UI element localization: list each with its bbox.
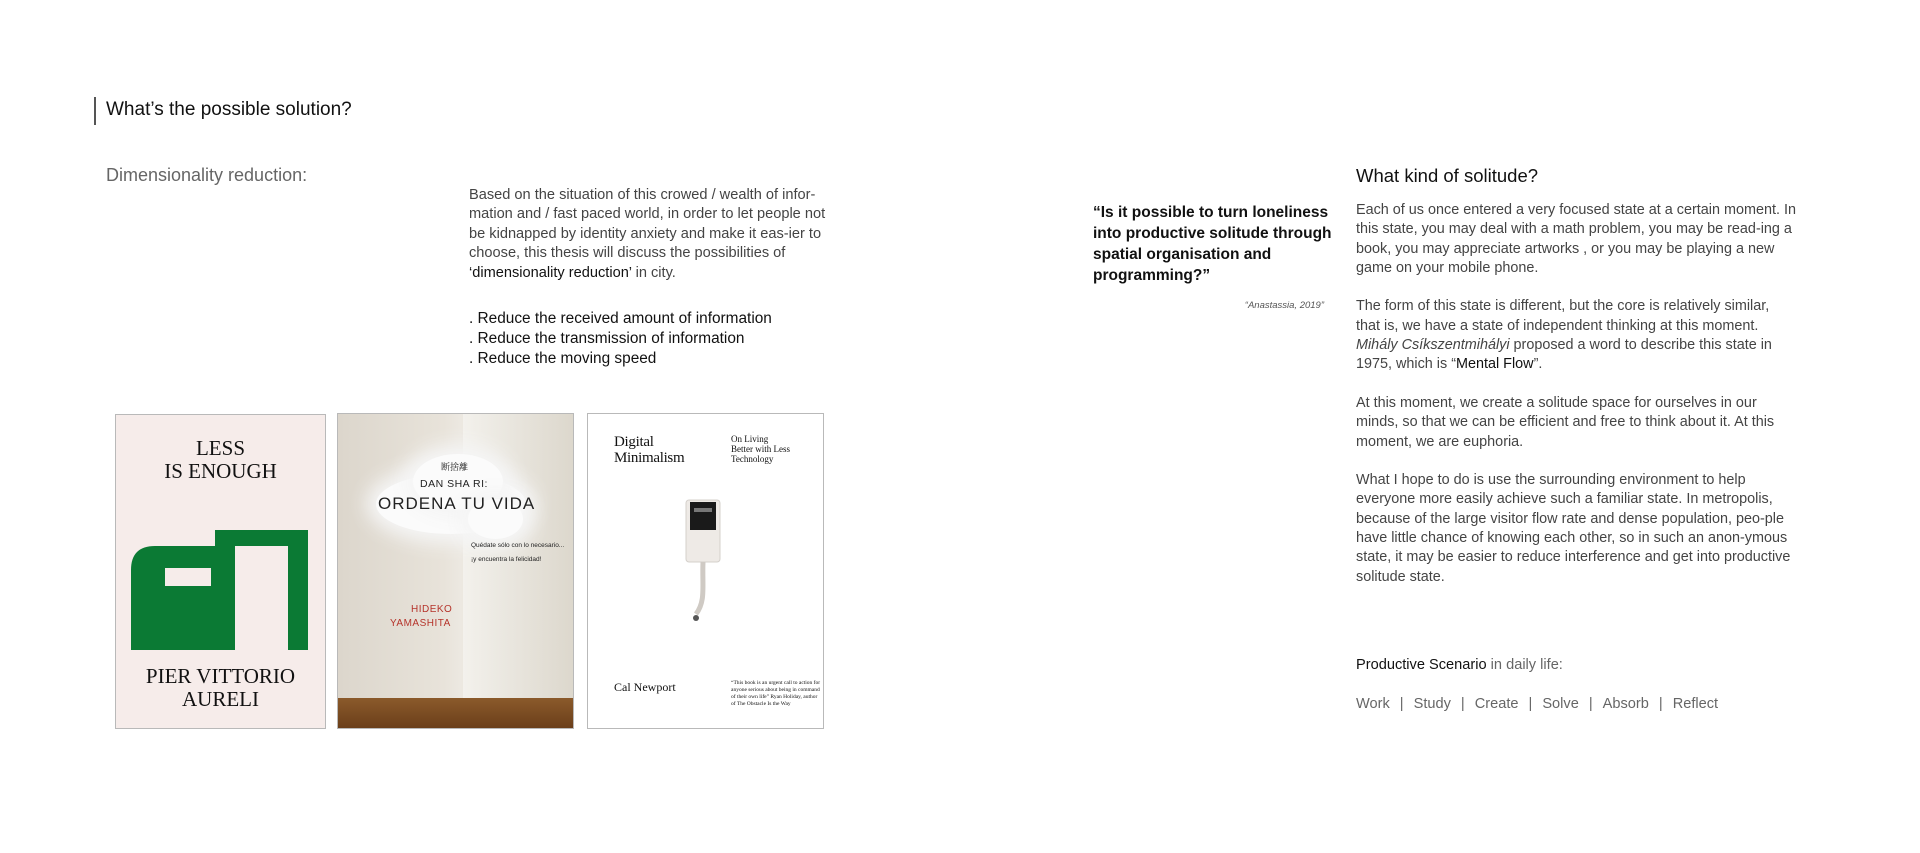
intro-tail: in city. bbox=[635, 264, 676, 281]
paragraph: What I hope to do is use the surrounding environment to help everyone more easily achieve such a familiar state. In metropolis, because of the large visitor flow rate and dense population, peo-ple have little chance of knowing each other, so in such an anon-ymous state, it may be easier to reduce interference and get into productive solitude state. bbox=[1356, 472, 1791, 585]
activity-item: Reflect bbox=[1672, 696, 1719, 712]
scenario-label: Productive Scenario bbox=[1356, 657, 1487, 673]
book-cover-digital-minimalism bbox=[587, 413, 824, 729]
book-blurb-line: of their own life” Ryan Holiday, author bbox=[731, 694, 818, 700]
intro-paragraph bbox=[469, 186, 829, 283]
book-title-line: IS ENOUGH bbox=[164, 459, 277, 483]
separator: | bbox=[1588, 696, 1593, 712]
list-item: . Reduce the transmission of information bbox=[469, 330, 745, 347]
book-kanji: 断捨離 bbox=[441, 462, 469, 472]
solitude-body bbox=[1356, 201, 1796, 606]
book-subtitle-line: On Living bbox=[731, 434, 769, 444]
book-subtitle-line: Better with Less bbox=[731, 444, 790, 454]
activity-item: Create bbox=[1474, 696, 1519, 712]
book-blurb bbox=[731, 680, 820, 708]
list-item: . Reduce the moving speed bbox=[469, 350, 657, 367]
intro-highlight: ‘dimensionality reduction’ bbox=[469, 264, 632, 281]
house-graphic-icon bbox=[131, 530, 308, 650]
book-author-line: HIDEKO bbox=[411, 604, 453, 615]
book-tagline: ¡y encuentra la felicidad! bbox=[471, 556, 542, 563]
book-cover-less-is-enough bbox=[115, 414, 326, 729]
book-author-line: PIER VITTORIO bbox=[145, 664, 296, 688]
activity-item: Solve bbox=[1542, 696, 1579, 712]
book-author: Cal Newport bbox=[614, 680, 676, 694]
scenario-heading bbox=[1356, 657, 1563, 673]
section-divider bbox=[94, 97, 96, 125]
reduction-list bbox=[469, 309, 772, 369]
book-title-line: Digital bbox=[614, 434, 654, 450]
book-blurb-line: of The Obstacle Is the Way bbox=[731, 701, 791, 707]
p2-text-b: proposed a word to describe this state in 1975, which is “ bbox=[1356, 337, 1772, 373]
book-author-line: YAMASHITA bbox=[390, 618, 451, 629]
scenario-suffix: in daily life: bbox=[1490, 657, 1563, 673]
book-title-line: Minimalism bbox=[614, 450, 685, 466]
activity-item: Absorb bbox=[1602, 696, 1649, 712]
book-series: DAN SHA RI: bbox=[420, 478, 488, 490]
activity-list bbox=[1356, 696, 1718, 712]
activity-item: Work bbox=[1356, 696, 1390, 712]
paragraph: Each of us once entered a very focused state at a certain moment. In this state, you may deal with a math problem, you may be read-ing a book, you may appreciate artworks , or you may be playing a new game on your mobile phone. bbox=[1356, 202, 1796, 276]
quote-source: “Anastassia, 2019” bbox=[1244, 300, 1324, 311]
book-tagline: Quédate sólo con lo necesario... bbox=[471, 542, 565, 549]
separator: | bbox=[1399, 696, 1404, 712]
section-title: What’s the possible solution? bbox=[106, 99, 352, 120]
p2-text: The form of this state is different, but the core is relatively similar, that is, we have a state of independent thinking at this moment. bbox=[1356, 298, 1770, 334]
wood-floor bbox=[338, 698, 573, 728]
book-cover-ordena-tu-vida bbox=[337, 413, 574, 729]
p2-text-c: ”. bbox=[1533, 356, 1543, 373]
book-subtitle-line: Technology bbox=[731, 454, 774, 464]
list-item: . Reduce the received amount of information bbox=[469, 310, 772, 327]
solitude-title: What kind of solitude? bbox=[1356, 165, 1539, 186]
separator: | bbox=[1460, 696, 1465, 712]
activity-item: Study bbox=[1413, 696, 1451, 712]
paragraph bbox=[1356, 297, 1796, 374]
book-author-line: AURELI bbox=[182, 687, 259, 711]
book-blurb-line: “This book is an urgent call to action for bbox=[731, 680, 821, 686]
intro-text: Based on the situation of this crowed / wealth of infor-mation and / fast paced world, in order to let people not be kidnapped by identity anxiety and make it eas-ier to choose, this thesis will discuss the possibilities of bbox=[469, 187, 826, 262]
paragraph: At this moment, we create a solitude space for ourselves in our minds, so that we can be efficient and free to think about it. At this moment, we are euphoria. bbox=[1356, 394, 1775, 450]
book-title-line: LESS bbox=[195, 436, 245, 460]
mental-flow-term: Mental Flow bbox=[1455, 356, 1534, 373]
separator: | bbox=[1528, 696, 1533, 712]
thesis-quote: “Is it possible to turn loneliness into productive solitude through spatial organisation and programming?” bbox=[1093, 204, 1332, 284]
book-blurb-line: anyone serious about being in command bbox=[731, 687, 820, 693]
subheading: Dimensionality reduction: bbox=[106, 165, 308, 185]
p2-name: Mihály Csíkszentmihályi bbox=[1356, 337, 1510, 354]
book-title: ORDENA TU VIDA bbox=[378, 494, 536, 513]
usb-cable-icon bbox=[676, 496, 731, 631]
separator: | bbox=[1658, 696, 1663, 712]
